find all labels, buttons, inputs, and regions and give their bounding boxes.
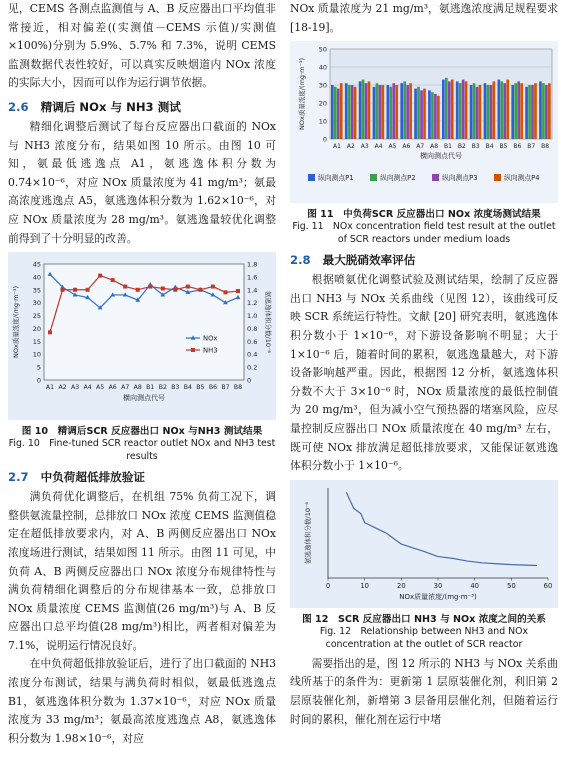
y-tick-label: 40	[318, 63, 327, 72]
y-tick-label: 10	[32, 350, 41, 359]
data-point	[123, 285, 127, 289]
section-number: 2.7	[8, 470, 29, 485]
x-tick-label: B1	[146, 384, 155, 392]
x-tick-label: B8	[233, 384, 243, 392]
legend-swatch	[308, 174, 315, 181]
paragraph-fine-tune: 精细化调整后测试了每台反应器出口截面的 NOx 与 NH3 浓度分布，结果如图 10 所示。由图 10 可知，氨最低逃逸点 A1，氨逃逸体积分数为 0.74×10⁻⁶，对应 NOx 质量浓度为 41 mg/m³；氨最高浓度逃逸点 A5，氨逃逸体积分数为 1.62×10⁻⁶，对应 NOx 质量浓度为 28 mg/m³。氨逃逸量较优化调整前得到了十分明显的改善。	[8, 119, 276, 245]
bar	[528, 85, 531, 139]
bar	[351, 85, 354, 139]
bar	[414, 89, 417, 139]
data-point	[98, 274, 102, 278]
y-axis-label: NOx质量浓度/(mg·m⁻³)	[12, 286, 20, 359]
y2-tick-label: 0.2	[247, 363, 258, 372]
data-point	[48, 330, 52, 334]
bar	[442, 80, 445, 139]
section-2-8-heading	[290, 252, 558, 268]
section-number: 2.8	[290, 253, 311, 268]
x-tick-label: B2	[457, 143, 466, 151]
data-point	[198, 288, 202, 292]
bar	[525, 87, 528, 139]
y2-tick-label: 1.6	[247, 273, 258, 282]
bar	[387, 85, 390, 139]
figure-10-caption-cn: 图 10 精调后SCR 反应器出口 NOx 与NH3 测试结果	[21, 426, 263, 438]
x-tick-label: B3	[471, 143, 480, 151]
y2-tick-label: 0.6	[247, 337, 258, 346]
x-tick-label: B4	[485, 143, 494, 151]
y2-tick-label: 0.8	[247, 325, 258, 334]
data-point	[186, 285, 190, 289]
x-tick-label: B6	[208, 384, 218, 392]
bar	[539, 82, 542, 140]
x-tick-label: 20	[397, 581, 406, 590]
y-tick-label: 0	[322, 135, 327, 144]
y-tick-label: 15	[32, 337, 41, 346]
legend-marker	[191, 348, 195, 352]
x-tick-label: A1	[45, 384, 55, 392]
bar	[470, 85, 473, 139]
section-title: 最大脱硝效率评估	[322, 253, 416, 268]
bar	[484, 83, 487, 139]
figure-11-chart	[290, 41, 558, 203]
x-tick-label: 30	[433, 581, 443, 590]
bar	[548, 83, 551, 139]
y-tick-label: 40	[32, 273, 41, 282]
x-tick-label: B6	[513, 143, 522, 151]
x-tick-label: A8	[430, 143, 439, 151]
bar	[451, 80, 454, 139]
bar	[476, 87, 479, 139]
y-tick-label: 30	[318, 81, 327, 90]
data-point	[173, 288, 177, 292]
bar	[365, 83, 368, 139]
section-title: 中负荷超低排放验证	[40, 470, 145, 485]
x-tick-label: A5	[96, 384, 105, 392]
paragraph-continued: NOx 质量浓度为 21 mg/m³，氨逃逸浓度满足规程要求[18-19]。	[290, 2, 558, 34]
x-tick-label: B4	[183, 384, 192, 392]
x-tick-label: 50	[507, 581, 516, 590]
data-point	[236, 289, 240, 293]
x-axis-label: NOx质量浓度/(mg·m⁻³)	[399, 592, 477, 601]
bar	[520, 83, 523, 139]
bar	[420, 91, 423, 140]
bar	[379, 85, 382, 139]
y-tick-label: 0	[36, 376, 41, 385]
bar	[545, 85, 548, 139]
data-point	[211, 285, 215, 289]
bar	[392, 83, 395, 139]
bar	[534, 83, 537, 139]
data-point	[223, 290, 227, 294]
x-tick-label: A8	[133, 384, 142, 392]
y-tick-label: 50	[318, 45, 327, 54]
figure-11-caption-en: Fig. 11 NOx concentration field test result at the outlet of SCR reactors under medium loads	[292, 221, 556, 246]
x-tick-label: A7	[416, 143, 425, 151]
bar	[417, 87, 420, 139]
data-point	[136, 288, 140, 292]
bar	[389, 87, 392, 139]
bar	[459, 83, 462, 139]
legend-swatch	[432, 174, 439, 181]
x-tick-label: B5	[499, 143, 508, 151]
section-2-6-heading	[8, 99, 276, 115]
figure-10-chart	[8, 252, 276, 420]
bar	[376, 83, 379, 139]
section-title: 精调后 NOx 与 NH3 测试	[40, 99, 181, 114]
y2-tick-label: 1.0	[247, 312, 258, 321]
bar	[498, 80, 501, 139]
bar	[514, 83, 517, 139]
data-point	[73, 288, 77, 292]
paragraph-cems: 见，CEMS 各测点监测值与 A、B 反应器出口平均值非常接近，相对偏差((实测值－CEMS 示值)/实测值×100%)分别为 5.9%、5.7% 和 7.3%，说明 CEMS 监测数据代表性较好，可以真实反映烟道内 NOx 浓度的实际大小，因而可以作为运行调节依据。	[8, 2, 276, 90]
left-column	[8, 0, 276, 748]
x-tick-label: B5	[196, 384, 205, 392]
figure-12-caption-en: Fig. 12 Relationship between NH3 and NOx concentration at the outlet of SCR reactor	[319, 625, 529, 650]
section-number: 2.6	[8, 99, 29, 114]
legend-label: 纵向测点P3	[442, 174, 478, 183]
bar	[465, 82, 468, 140]
y-tick-label: 10	[318, 117, 327, 126]
bar	[409, 83, 412, 139]
x-tick-label: 60	[543, 581, 553, 590]
x-tick-label: 0	[325, 581, 331, 590]
bar	[517, 82, 520, 140]
bar	[487, 85, 490, 139]
bar	[331, 85, 334, 139]
x-tick-label: B1	[443, 143, 452, 151]
figure-10-plot-area	[8, 252, 276, 420]
x-tick-label: A6	[402, 143, 411, 151]
x-tick-label: A2	[58, 384, 67, 392]
figure-10	[8, 252, 276, 463]
bar	[448, 82, 451, 140]
y-tick-label: 35	[32, 286, 41, 295]
legend-label: 纵向测点P1	[318, 174, 354, 183]
x-tick-label: A1	[332, 143, 341, 151]
legend-label: NH3	[203, 346, 218, 355]
x-tick-label: 40	[470, 581, 479, 590]
bar	[403, 82, 406, 140]
bar	[500, 82, 503, 140]
x-tick-label: A5	[388, 143, 397, 151]
y2-tick-label: 0	[247, 376, 252, 385]
bar	[445, 78, 448, 139]
y-tick-label: 30	[32, 299, 41, 308]
y-tick-label: 5	[36, 363, 41, 372]
bar	[431, 92, 434, 139]
x-tick-label: 10	[360, 581, 369, 590]
bar	[462, 80, 465, 139]
bar	[437, 96, 440, 139]
y-axis-label: 氨逃逸体积分数/10⁻⁶	[304, 501, 312, 564]
y2-tick-label: 1.8	[247, 260, 258, 269]
paragraph-max-efficiency: 根据喷氨优化调整试验及测试结果，绘制了反应器出口 NH3 与 NOx 关系曲线（见图 12），该曲线可反映 SCR 系统运行特性。文献 [20] 研究表明，氨逃逸体积分数小于 1×10⁻⁶，对下游设备影响不明显；大于 1×10⁻⁶ 后，随着时间的累积，氨逃逸量越大，对下游设备影响越严重。因此，根据图 12 分析，氨逃逸体积分数不大于 3×10⁻⁶ 时，NOx 质量浓度的最低控制值为 20 mg/m³，但为减小空气预热器的堵塞风险，应尽量控制反应器出口 NOx 质量浓度在 40 mg/m³ 左右，既可使 NOx 排放满足超低排放要求，又能保证氨逃逸体积分数小于 1×10⁻⁶。	[290, 273, 558, 473]
bar	[359, 82, 362, 140]
figure-12-caption-cn: 图 12 SCR 反应器出口 NH3 与 NOx 浓度之间的关系	[302, 613, 546, 625]
x-tick-label: A3	[70, 384, 80, 392]
legend-swatch	[370, 174, 377, 181]
data-point	[86, 288, 90, 292]
bar	[434, 94, 437, 139]
bar	[368, 82, 371, 140]
bar	[493, 82, 496, 140]
x-tick-label: A6	[108, 384, 117, 392]
x-axis-label: 横向测点代号	[123, 394, 165, 403]
bar	[511, 85, 514, 139]
y2-tick-label: 0.4	[247, 350, 258, 359]
bar	[334, 87, 337, 139]
data-point	[161, 287, 165, 291]
x-tick-label: A7	[121, 384, 130, 392]
data-point	[111, 278, 115, 282]
y-axis-label: NOx质量浓度/(mg·m⁻³)	[298, 58, 306, 131]
data-point	[148, 285, 152, 289]
bar	[456, 82, 459, 140]
legend-label: 纵向测点P2	[380, 174, 416, 183]
figure-12	[290, 480, 558, 651]
x-tick-label: B7	[221, 384, 230, 392]
bar	[354, 87, 357, 139]
y2-tick-label: 1.2	[247, 299, 258, 308]
figure-11-caption-cn: 图 11 中负荷SCR 反应器出口 NOx 浓度场测试结果	[307, 209, 541, 221]
right-column	[290, 0, 558, 729]
x-tick-label: B2	[158, 384, 167, 392]
bar	[395, 85, 398, 139]
y-tick-label: 20	[318, 99, 327, 108]
bar	[373, 87, 376, 139]
bar	[362, 80, 365, 139]
bar	[337, 89, 340, 139]
y-tick-label: 20	[32, 325, 41, 334]
bar	[400, 83, 403, 139]
x-tick-label: B7	[527, 143, 536, 151]
x-tick-label: A4	[374, 143, 383, 151]
paragraph-medium-load: 满负荷优化调整后，在机组 75% 负荷工况下，调整供氨流量控制，总排放口 NOx 浓度 CEMS 监测值稳定在超低排放要求内，对 A、B 两侧反应器出口 NOx 浓度场进行测试，结果如图 11 所示。由图 11 可见，中负荷 A、B 两侧反应器出口 NOx 浓度分布规律特性与满负荷精细化调整后的分布规律基本一致，总排放口 NOx 质量浓度 CEMS 监测值(26 mg/m³)与 A、B 反应器出口总平均值(28 mg/m³)相比，两者相对偏差为 7.1%，说明运行情况良好。	[8, 490, 276, 652]
bar	[348, 85, 351, 139]
x-axis-label: 横向测点代号	[420, 152, 462, 161]
bar	[503, 83, 506, 139]
figure-12-chart	[290, 480, 558, 608]
figure-11	[290, 41, 558, 246]
legend-swatch	[494, 174, 501, 181]
legend-label: NOx	[203, 334, 218, 343]
figure-12-plot-area	[290, 480, 558, 608]
series-line	[346, 492, 537, 565]
legend-label: 纵向测点P4	[504, 174, 540, 183]
x-tick-label: A3	[360, 143, 369, 151]
x-tick-label: A2	[346, 143, 355, 151]
bar	[428, 91, 431, 140]
bar	[340, 83, 343, 139]
y2-axis-label: 氨逃逸体积分数/10⁻⁶	[264, 291, 272, 354]
plot-frame	[44, 264, 244, 380]
bar	[479, 85, 482, 139]
bar	[423, 89, 426, 139]
paragraph-nh3-test: 在中负荷超低排放验证后，进行了出口截面的 NH3 浓度分布测试，结果与满负荷时相似，氨最低逃逸点 B1，氨逃逸体积分数为 1.37×10⁻⁶，对应 NOx 质量浓度为 33 mg/m³；氨最高浓度逃逸点 A8，氨逃逸体积分数为 1.98×10⁻⁶，对应	[8, 657, 276, 745]
y-tick-label: 45	[32, 260, 41, 269]
section-2-7-heading	[8, 469, 276, 485]
y-tick-label: 25	[32, 312, 41, 321]
y2-tick-label: 1.4	[247, 286, 258, 295]
bar	[345, 83, 348, 139]
bar	[506, 80, 509, 139]
paragraph-note: 需要指出的是，图 12 所示的 NH3 与 NOx 关系曲线所基于的条件为：更新第 1 层原装催化剂，利旧第 2 层原装催化剂，新增第 3 层备用层催化剂，但随着运行时间的累积，催化剂在运行中堵	[290, 656, 558, 726]
bar	[406, 85, 409, 139]
data-point	[61, 288, 65, 292]
bar	[542, 83, 545, 139]
x-tick-label: A4	[83, 384, 92, 392]
bar	[490, 85, 493, 139]
bar	[531, 85, 534, 139]
x-tick-label: B8	[541, 143, 550, 151]
bar	[382, 85, 385, 139]
figure-10-caption-en: Fig. 10 Fine-tuned SCR reactor outlet NOx and NH3 test results	[8, 438, 276, 463]
bar	[473, 83, 476, 139]
figure-11-plot-area	[290, 41, 558, 203]
x-tick-label: B3	[171, 384, 180, 392]
